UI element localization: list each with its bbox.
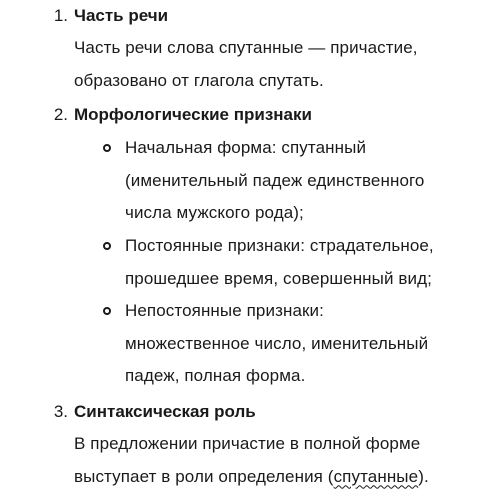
bullet-line: Непостоянные признаки: <box>125 301 324 320</box>
section-heading-part-of-speech: Часть речи <box>74 6 169 25</box>
bullet-line: множественное число, именительный <box>125 333 429 353</box>
body-line: образовано от глагола спутать. <box>74 70 324 90</box>
bullet-icon <box>103 144 111 152</box>
body-line <box>74 461 494 494</box>
bullet-line: Постоянные признаки: страдательное, <box>125 236 434 255</box>
section-heading-syntax: Синтаксическая роль <box>74 402 256 421</box>
bullet-icon <box>103 242 111 250</box>
body-line: Часть речи слова спутанные — причастие, <box>74 38 418 57</box>
body-line: В предложении причастие в полной форме <box>74 434 421 453</box>
bullet-line: (именительный падеж единственного <box>125 170 425 190</box>
closing-punctuation: ). <box>418 466 429 486</box>
bullet-line: прошедшее время, совершенный вид; <box>125 268 432 288</box>
bullet-item <box>125 295 495 393</box>
list-number: 1. <box>53 6 68 25</box>
bullet-icon <box>103 307 111 315</box>
bullet-item <box>125 132 495 230</box>
underlined-word: спутанные <box>333 466 419 486</box>
bullet-line: Начальная форма: спутанный <box>125 138 367 157</box>
section-body <box>74 428 494 493</box>
list-number: 2. <box>53 105 68 124</box>
bullet-line: числа мужского рода); <box>125 203 304 222</box>
bullet-line: падеж, полная форма. <box>125 366 306 385</box>
section-heading-morphology: Морфологические признаки <box>74 105 312 124</box>
list-number: 3. <box>53 402 68 421</box>
body-line-text: выступает в роли определения ( <box>74 466 334 486</box>
bullet-item <box>125 230 495 295</box>
section-body <box>74 32 494 97</box>
